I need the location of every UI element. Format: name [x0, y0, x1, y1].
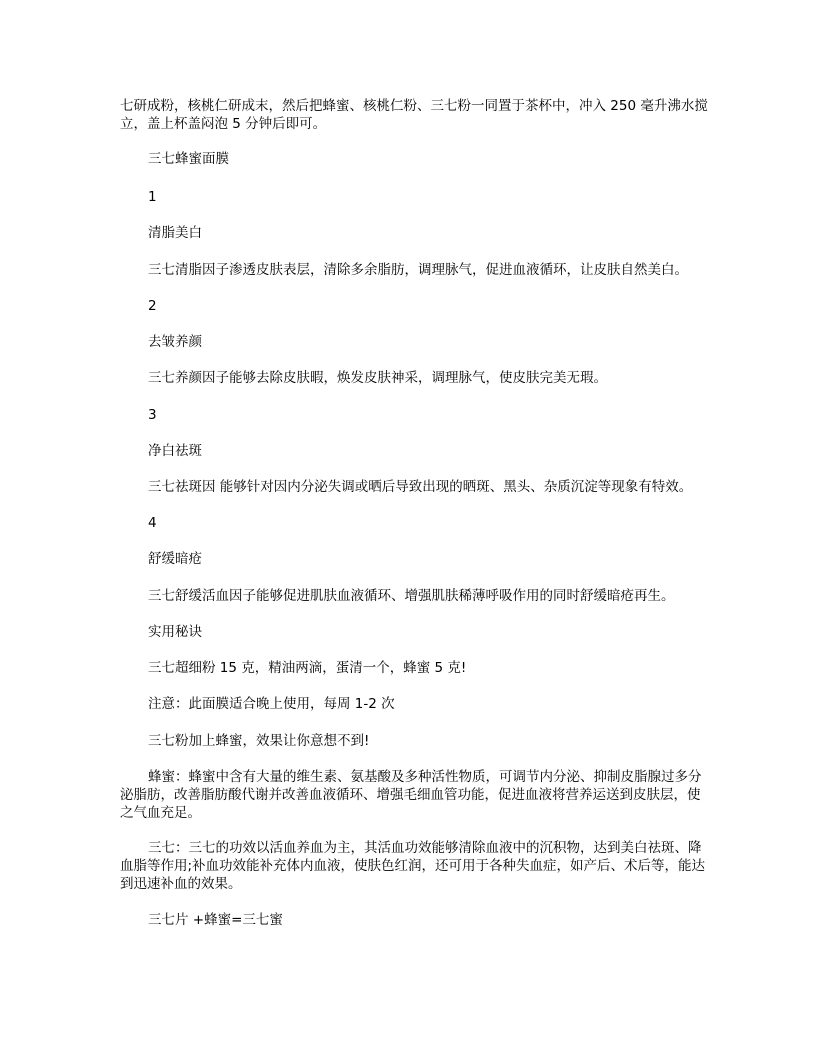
intro-paragraph: 七研成粉，核桃仁研成末，然后把蜂蜜、核桃仁粉、三七粉一同置于茶杯中，冲入 250 毫升沸水搅立，盖上杯盖闷泡 5 分钟后即可。 [120, 98, 708, 132]
tips-note: 注意：此面膜适合晚上使用，每周 1-2 次 [148, 696, 395, 712]
section-heading-3: 净白祛斑 [148, 443, 202, 459]
section-number-2: 2 [148, 298, 157, 314]
mask-title: 三七蜂蜜面膜 [148, 151, 229, 167]
section-heading-1: 清脂美白 [148, 225, 202, 241]
section-number-4: 4 [148, 515, 157, 531]
section-heading-4: 舒缓暗疮 [148, 551, 202, 567]
sanqi-paragraph: 三七：三七的功效以活血养血为主，其活血功效能够清除血液中的沉积物，达到美白祛斑、降血脂等作用;补血功效能补充体内血液，使肤色红润，还可用于各种失血症，如产后、术后等，能达到迅速补血的效果。 [120, 840, 706, 892]
section-body-1: 三七清脂因子渗透皮肤表层，清除多余脂肪，调理脉气，促进血液循环，让皮肤自然美白。 [148, 262, 688, 278]
section-body-3: 三七祛斑因 能够针对因内分泌失调或晒后导致出现的晒斑、黑头、杂质沉淀等现象有特效。 [148, 479, 693, 495]
section-body-4: 三七舒缓活血因子能够促进肌肤血液循环、增强肌肤稀薄呼吸作用的同时舒缓暗疮再生。 [148, 588, 675, 604]
tips-recipe: 三七超细粉 15 克，精油两滴，蛋清一个，蜂蜜 5 克! [148, 660, 467, 676]
section-number-1: 1 [148, 189, 157, 205]
section-body-2: 三七养颜因子能够去除皮肤暇，焕发皮肤神采，调理脉气，使皮肤完美无瑕。 [148, 370, 607, 386]
section-heading-2: 去皱养颜 [148, 334, 202, 350]
tips-title: 实用秘诀 [148, 624, 202, 640]
section-number-3: 3 [148, 407, 157, 423]
final-line: 三七片 +蜂蜜=三七蜜 [148, 912, 283, 928]
honey-paragraph: 蜂蜜：蜂蜜中含有大量的维生素、氨基酸及多种活性物质，可调节内分泌、抑制皮脂腺过多分泌脂肪，改善脂肪酸代谢并改善血液循环、增强毛细血管功能，促进血液将营养运送到皮肤层，使之气血充足。 [120, 769, 702, 821]
combo-title: 三七粉加上蜂蜜，效果让你意想不到! [148, 733, 370, 749]
